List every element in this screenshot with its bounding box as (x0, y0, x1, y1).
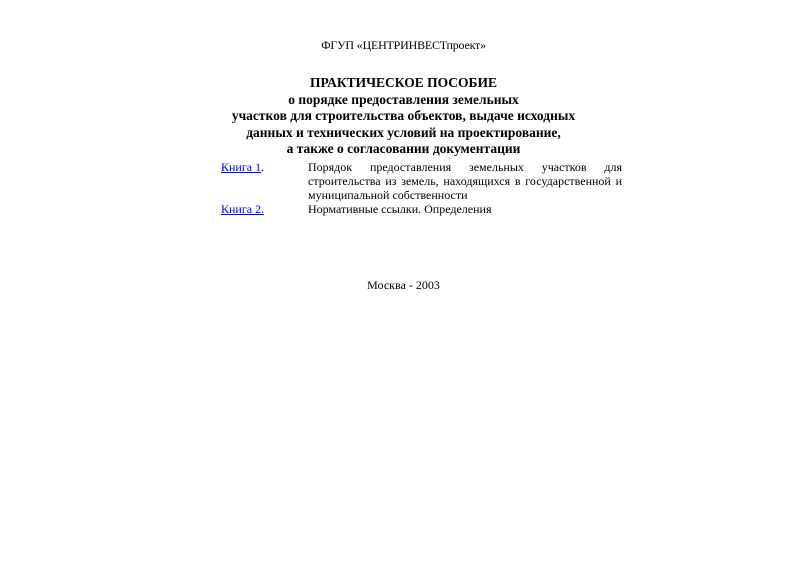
document-title (0, 75, 807, 158)
book-1-link[interactable]: Книга 1 (221, 160, 262, 174)
book-1-description: Порядок предоставления земельных участков для строительства из земель, находящихся в государственной и муниципальной собственности (308, 160, 622, 202)
title-line: о порядке предоставления земельных (288, 91, 519, 107)
title-line: ПРАКТИЧЕСКОЕ ПОСОБИЕ (310, 75, 497, 90)
book-row (221, 160, 622, 202)
book-2-link[interactable]: Книга 2. (221, 202, 265, 216)
book-2-description: Нормативные ссылки. Определения (308, 202, 492, 216)
title-line: участков для строительства объектов, выдаче исходных (231, 108, 576, 123)
title-line: данных и технических условий на проектирование, (246, 124, 561, 140)
books-list (221, 160, 622, 216)
book-link-cell (221, 202, 308, 216)
book-1-suffix: . (261, 160, 265, 174)
book-link-cell (221, 160, 308, 202)
book-row (221, 202, 622, 216)
title-line: а также о согласовании документации (286, 141, 521, 156)
organization-name: ФГУП «ЦЕНТРИНВЕСТпроект» (321, 38, 486, 52)
city-year: Москва - 2003 (367, 278, 440, 292)
